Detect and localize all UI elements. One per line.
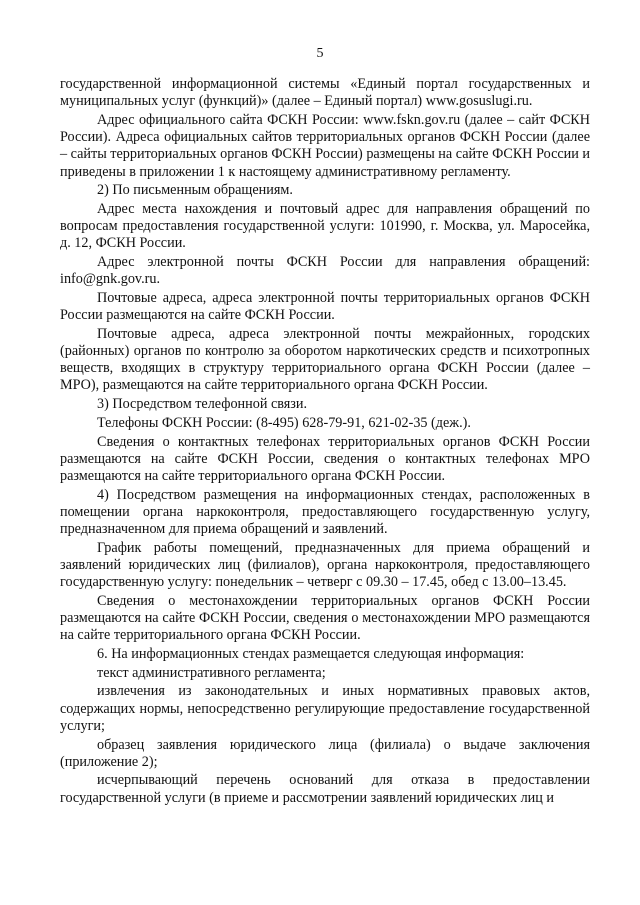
- paragraph: График работы помещений, предназначенных для приема обращений и заявлений юридических лиц (филиалов), органа наркоконтроля, предоставляющего государственную услугу: понедельник – четверг с 09.30 – 17.45, обед с 13.00–13.45.: [60, 539, 590, 591]
- paragraph: Адрес официального сайта ФСКН России: www.fskn.gov.ru (далее – сайт ФСКН России). Адреса официальных сайтов территориальных органов ФСКН России (далее – сайты территориальных органов ФСКН России) размещены на сайте ФСКН России и приведены в приложении 1 к настоящему административному регламенту.: [60, 111, 590, 180]
- paragraph: Почтовые адреса, адреса электронной почты территориальных органов ФСКН России размещаются на сайте ФСКН России.: [60, 289, 590, 324]
- paragraph: 3) Посредством телефонной связи.: [97, 396, 308, 413]
- paragraph: 2) По письменным обращениям.: [97, 182, 293, 199]
- paragraph: текст административного регламента;: [97, 664, 326, 681]
- paragraph: Адрес места нахождения и почтовый адрес для направления обращений по вопросам предоставления государственной услуги: 101990, г. Москва, ул. Маросейка, д. 12, ФСКН России.: [60, 200, 590, 252]
- paragraph: 4) Посредством размещения на информационных стендах, расположенных в помещении органа наркоконтроля, предоставляющего государственную услугу, предназначенном для приема обращений и заявлений.: [60, 486, 590, 538]
- paragraph: извлечения из законодательных и иных нормативных правовых актов, содержащих нормы, непосредственно регулирующие предоставление государственной услуги;: [60, 683, 590, 734]
- page-number: 5: [316, 46, 324, 61]
- paragraph: Телефоны ФСКН России: (8-495) 628-79-91, 621-02-35 (деж.).: [97, 414, 471, 431]
- paragraph: 6. На информационных стендах размещается следующая информация:: [97, 646, 525, 662]
- paragraph: Адрес электронной почты ФСКН России для направления обращений: info@gnk.gov.ru.: [60, 254, 590, 288]
- paragraph: государственной информационной системы «Единый портал государственных и муниципальных услуг (функций)» (далее – Единый портал) www.gosuslugi.ru.: [60, 76, 590, 110]
- paragraph: образец заявления юридического лица (филиала) о выдаче заключения (приложение 2);: [60, 736, 590, 770]
- paragraph: Почтовые адреса, адреса электронной почты межрайонных, городских (районных) органов по контролю за оборотом наркотических средств и психотропных веществ, входящих в структуру территориального органа ФСКН России (далее – МРО), размещаются на сайте территориального органа ФСКН России.: [60, 325, 590, 394]
- paragraph: Сведения о местонахождении территориальных органов ФСКН России размещаются на сайте ФСКН России, сведения о местонахождении МРО размещаются на сайте территориального органа ФСКН России.: [60, 592, 590, 644]
- document-body: [60, 76, 590, 807]
- paragraph: исчерпывающий перечень оснований для отказа в предоставлении государственной услуги (в приеме и рассмотрении заявлений юридических лиц и: [60, 772, 590, 806]
- paragraph: Сведения о контактных телефонах территориальных органов ФСКН России размещаются на сайте ФСКН России, сведения о контактных телефонах МРО размещаются на сайте территориального органа ФСКН России.: [60, 433, 590, 484]
